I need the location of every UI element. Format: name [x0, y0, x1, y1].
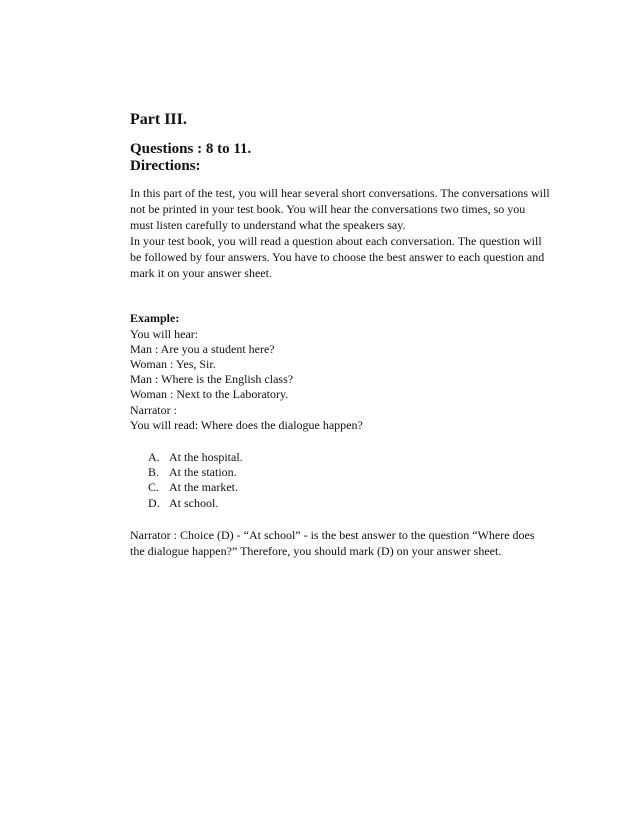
example-section — [130, 311, 550, 559]
example-line: Man : Where is the English class? — [130, 372, 294, 387]
page-content — [130, 110, 550, 560]
directions-heading: Directions: — [130, 158, 201, 174]
choice-text: At the station. — [169, 465, 237, 480]
choice-letter: A. — [148, 450, 160, 465]
answer-choice — [148, 480, 550, 495]
example-title: Example: — [130, 311, 180, 326]
part-title: Part III. — [130, 111, 187, 128]
example-line: You will read: Where does the dialogue happen? — [130, 417, 363, 432]
directions-paragraph: In this part of the test, you will hear several short conversations. The conversations will not be printed in your test book. You will hear the conversations two times, so you must listen carefully to understand what the speakers say. — [130, 186, 550, 232]
choice-letter: C. — [148, 480, 160, 495]
questions-heading: Questions : 8 to 11. — [130, 141, 252, 157]
narrator-answer-explanation: Narrator : Choice (D) - “At school” - is the best answer to the question “Where does the dialogue happen?” Therefore, you should mark (D) on your answer sheet. — [130, 527, 535, 558]
example-line: You will hear: — [130, 326, 199, 341]
choice-text: At the hospital. — [169, 450, 243, 465]
example-line: Narrator : — [130, 402, 177, 417]
answer-choice — [148, 496, 550, 511]
directions-body — [130, 186, 550, 281]
example-line: Woman : Next to the Laboratory. — [130, 387, 289, 402]
answer-choice — [148, 450, 550, 465]
choice-text: At the market. — [169, 480, 238, 495]
answer-choice — [148, 465, 550, 480]
choice-text: At school. — [169, 495, 219, 510]
example-line: Man : Are you a student here? — [130, 341, 275, 356]
answer-choices-list — [130, 450, 550, 511]
choice-letter: B. — [148, 465, 160, 480]
example-line: Woman : Yes, Sir. — [130, 357, 216, 372]
directions-paragraph: In your test book, you will read a question about each conversation. The question will be followed by four answers. You have to choose the best answer to each question and mark it on your answer sheet. — [130, 233, 545, 280]
choice-letter: D. — [148, 495, 160, 510]
